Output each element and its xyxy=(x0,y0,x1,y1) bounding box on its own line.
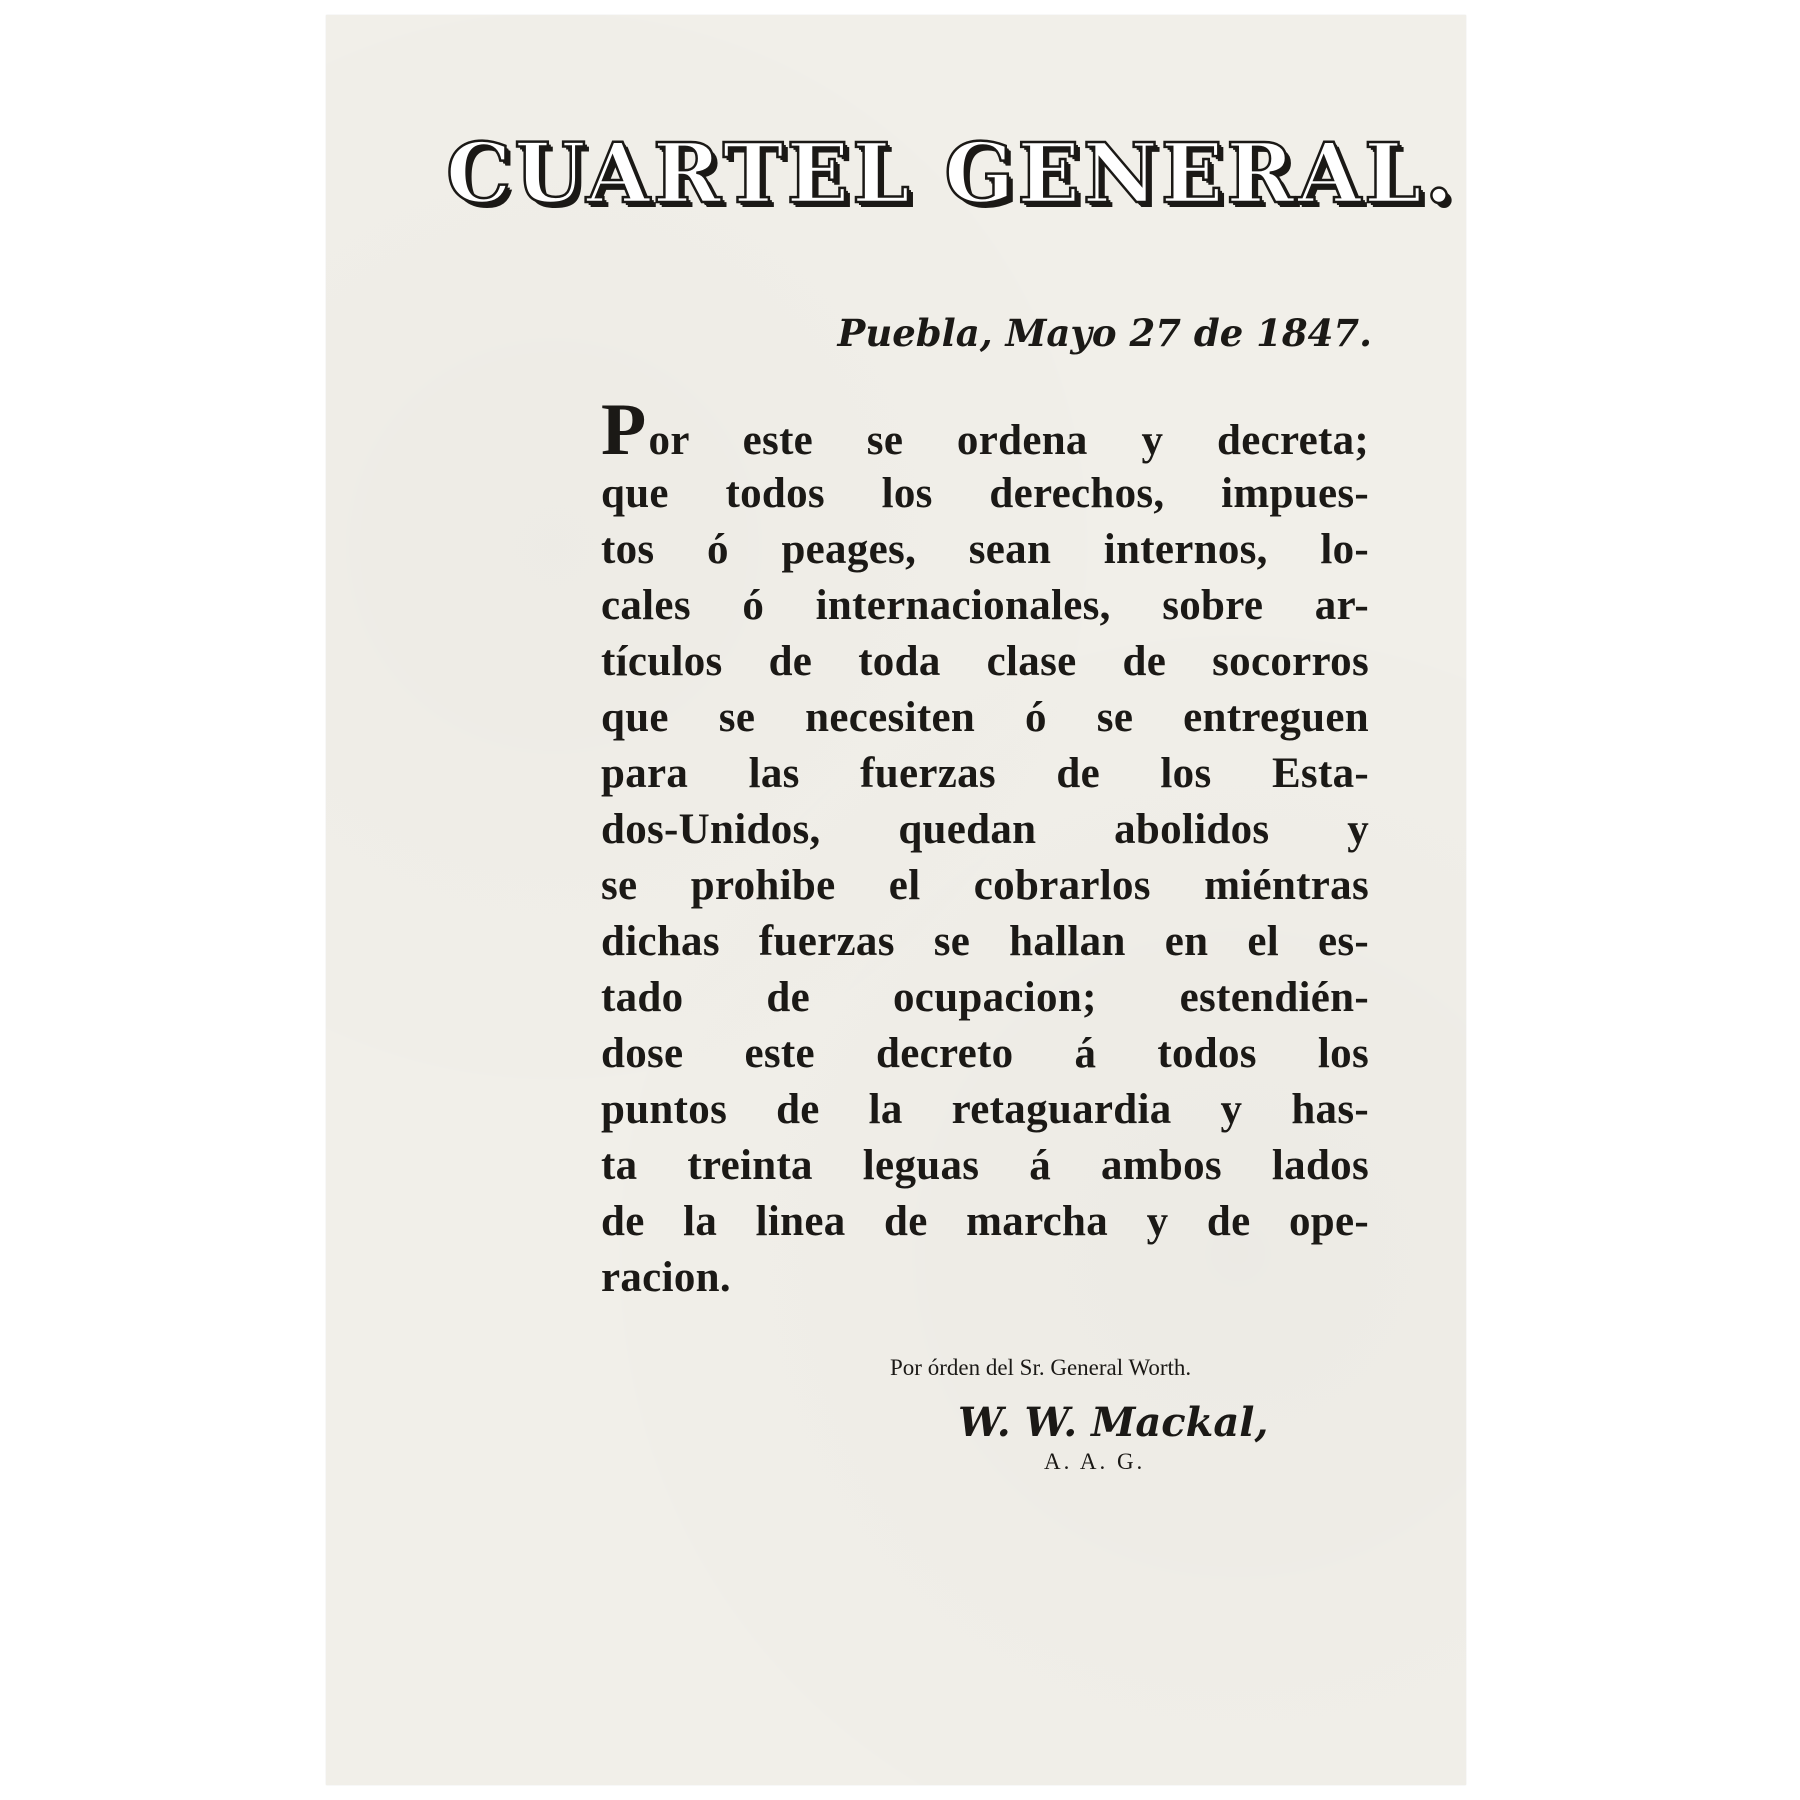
broadside-sheet xyxy=(326,15,1466,1785)
decree-line: se prohibe el cobrarlos miéntras xyxy=(601,862,1369,909)
decree-line: puntos de la retaguardia y has- xyxy=(601,1086,1369,1133)
decree-line: dichas fuerzas se hallan en el es- xyxy=(601,918,1369,965)
signatory-rank: A. A. G. xyxy=(1044,1449,1146,1474)
decree-body xyxy=(601,389,1369,1306)
decree-line: que todos los derechos, impues- xyxy=(601,470,1369,517)
order-line: Por órden del Sr. General Worth. xyxy=(890,1355,1192,1380)
decree-line: dose este decreto á todos los xyxy=(601,1030,1369,1077)
decree-line: tículos de toda clase de socorros xyxy=(601,638,1369,685)
decree-line: para las fuerzas de los Esta- xyxy=(601,750,1369,797)
decree-line: dos-Unidos, quedan abolidos y xyxy=(601,806,1369,853)
decree-line: que se necesiten ó se entreguen xyxy=(601,694,1369,741)
document-title: CUARTEL GENERAL. xyxy=(446,126,1457,222)
decree-line: racion. xyxy=(601,1254,731,1301)
signature: W. W. Mackal, xyxy=(958,1399,1269,1446)
decree-line xyxy=(601,389,1369,471)
decree-line: cales ó internacionales, sobre ar- xyxy=(601,582,1369,629)
decree-line: tos ó peages, sean internos, lo- xyxy=(601,526,1369,573)
decree-line: de la linea de marcha y de ope- xyxy=(601,1198,1369,1245)
drop-cap: P xyxy=(601,389,647,471)
decree-first-line-text: or este se ordena y decreta; xyxy=(648,417,1369,464)
decree-line: ta treinta leguas á ambos lados xyxy=(601,1142,1369,1189)
dateline: Puebla, Mayo 27 de 1847. xyxy=(837,311,1372,355)
decree-line: tado de ocupacion; estendién- xyxy=(601,974,1369,1021)
